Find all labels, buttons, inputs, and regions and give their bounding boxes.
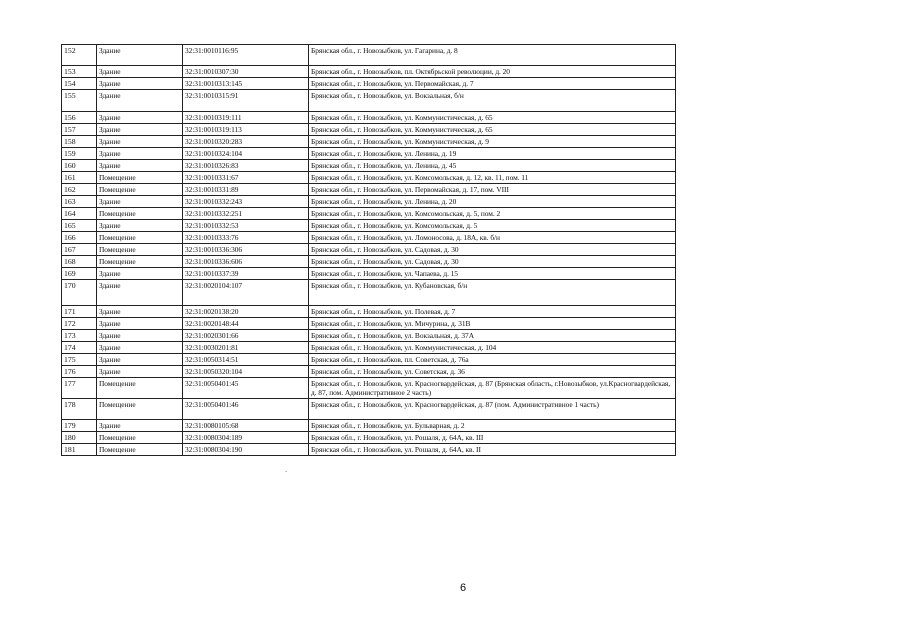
table-row: [62, 256, 676, 268]
table-row: [62, 208, 676, 220]
cadastral-number-cell: 32:31:0020104:107: [183, 280, 309, 306]
table-row: [62, 399, 676, 420]
address-cell: Брянская обл., г. Новозыбков, ул. Ломоносова, д. 18А, кв. б/н: [309, 232, 676, 244]
address-cell: Брянская обл., г. Новозыбков, ул. Вокзальная, б/н: [309, 90, 676, 112]
object-type-cell: Здание: [97, 124, 183, 136]
object-type-cell: Здание: [97, 136, 183, 148]
row-number-cell: 176: [62, 366, 97, 378]
row-number-cell: 169: [62, 268, 97, 280]
cadastral-number-cell: 32:31:0010331:67: [183, 172, 309, 184]
address-cell: Брянская обл., г. Новозыбков, ул. Коммунистическая, д. 65: [309, 112, 676, 124]
table-row: [62, 184, 676, 196]
cadastral-number-cell: 32:31:0010337:39: [183, 268, 309, 280]
address-cell: Брянская обл., г. Новозыбков, ул. Советская, д. 36: [309, 366, 676, 378]
row-number-cell: 157: [62, 124, 97, 136]
address-cell: Брянская обл., г. Новозыбков, ул. Комсомольская, д. 12, кв. 11, пом. 11: [309, 172, 676, 184]
cadastral-number-cell: 32:31:0010313:145: [183, 78, 309, 90]
table-row: [62, 378, 676, 399]
table-row: [62, 306, 676, 318]
table-row: [62, 66, 676, 78]
object-type-cell: Помещение: [97, 184, 183, 196]
scan-artifact-mark: `: [285, 470, 288, 478]
document-table-container: [61, 44, 675, 456]
object-type-cell: Здание: [97, 45, 183, 66]
address-cell: Брянская обл., г. Новозыбков, ул. Мичурина, д. 31В: [309, 318, 676, 330]
page-number: 6: [459, 582, 467, 594]
object-type-cell: Помещение: [97, 172, 183, 184]
address-cell: Брянская обл., г. Новозыбков, ул. Комсомольская, д. 5, пом. 2: [309, 208, 676, 220]
table-row: [62, 318, 676, 330]
cadastral-number-cell: 32:31:0050320:104: [183, 366, 309, 378]
cadastral-number-cell: 32:31:0010307:30: [183, 66, 309, 78]
cadastral-number-cell: 32:31:0010319:111: [183, 112, 309, 124]
table-row: [62, 268, 676, 280]
address-cell: Брянская обл., г. Новозыбков, ул. Садовая, д. 30: [309, 256, 676, 268]
row-number-cell: 172: [62, 318, 97, 330]
address-cell: Брянская обл., г. Новозыбков, ул. Бульварная, д. 2: [309, 420, 676, 432]
cadastral-number-cell: 32:31:0030201:81: [183, 342, 309, 354]
object-type-cell: Здание: [97, 66, 183, 78]
address-cell: Брянская обл., г. Новозыбков, ул. Коммунистическая, д. 9: [309, 136, 676, 148]
row-number-cell: 164: [62, 208, 97, 220]
object-type-cell: Помещение: [97, 378, 183, 399]
object-type-cell: Здание: [97, 78, 183, 90]
address-cell: Брянская обл., г. Новозыбков, ул. Вокзальная, д. 37А: [309, 330, 676, 342]
cadastral-number-cell: 32:31:0010336:306: [183, 244, 309, 256]
row-number-cell: 168: [62, 256, 97, 268]
row-number-cell: 178: [62, 399, 97, 420]
row-number-cell: 165: [62, 220, 97, 232]
cadastral-number-cell: 32:31:0050314:51: [183, 354, 309, 366]
address-cell: Брянская обл., г. Новозыбков, ул. Ленина, д. 45: [309, 160, 676, 172]
row-number-cell: 155: [62, 90, 97, 112]
cadastral-number-cell: 32:31:0080304:190: [183, 444, 309, 456]
address-cell: Брянская обл., г. Новозыбков, ул. Ленина, д. 19: [309, 148, 676, 160]
address-cell: Брянская обл., г. Новозыбков, ул. Кубановская, б/н: [309, 280, 676, 306]
cadastral-number-cell: 32:31:0010333:76: [183, 232, 309, 244]
table-row: [62, 444, 676, 456]
table-row: [62, 112, 676, 124]
cadastral-number-cell: 32:31:0020138:20: [183, 306, 309, 318]
row-number-cell: 179: [62, 420, 97, 432]
row-number-cell: 161: [62, 172, 97, 184]
cadastral-number-cell: 32:31:0010315:91: [183, 90, 309, 112]
table-row: [62, 342, 676, 354]
cadastral-number-cell: 32:31:0010326:83: [183, 160, 309, 172]
table-row: [62, 148, 676, 160]
cadastral-number-cell: 32:31:0050401:46: [183, 399, 309, 420]
cadastral-number-cell: 32:31:0010332:53: [183, 220, 309, 232]
row-number-cell: 162: [62, 184, 97, 196]
object-type-cell: Помещение: [97, 432, 183, 444]
row-number-cell: 181: [62, 444, 97, 456]
address-cell: Брянская обл., г. Новозыбков, ул. Первомайская, д. 17, пом. VIII: [309, 184, 676, 196]
table-row: [62, 244, 676, 256]
address-cell: Брянская обл., г. Новозыбков, ул. Коммунистическая, д. 104: [309, 342, 676, 354]
address-cell: Брянская обл., г. Новозыбков, пл. Октябрьской революции, д. 20: [309, 66, 676, 78]
address-cell: Брянская обл., г. Новозыбков, ул. Коммунистическая, д. 65: [309, 124, 676, 136]
object-type-cell: Здание: [97, 160, 183, 172]
object-type-cell: Помещение: [97, 444, 183, 456]
table-row: [62, 78, 676, 90]
table-row: [62, 232, 676, 244]
table-row: [62, 136, 676, 148]
row-number-cell: 180: [62, 432, 97, 444]
table-row: [62, 90, 676, 112]
object-type-cell: Здание: [97, 366, 183, 378]
address-cell: Брянская обл., г. Новозыбков, ул. Рошаля, д. 64А, кв. III: [309, 432, 676, 444]
row-number-cell: 154: [62, 78, 97, 90]
row-number-cell: 167: [62, 244, 97, 256]
address-cell: Брянская обл., г. Новозыбков, ул. Ленина, д. 20: [309, 196, 676, 208]
row-number-cell: 156: [62, 112, 97, 124]
table-row: [62, 45, 676, 66]
address-cell: Брянская обл., г. Новозыбков, ул. Садовая, д. 30: [309, 244, 676, 256]
object-type-cell: Здание: [97, 90, 183, 112]
row-number-cell: 158: [62, 136, 97, 148]
row-number-cell: 159: [62, 148, 97, 160]
table-row: [62, 432, 676, 444]
cadastral-number-cell: 32:31:0010319:113: [183, 124, 309, 136]
object-type-cell: Здание: [97, 330, 183, 342]
table-row: [62, 420, 676, 432]
object-type-cell: Здание: [97, 148, 183, 160]
property-table-body: [62, 45, 676, 456]
property-table: [61, 44, 676, 456]
cadastral-number-cell: 32:31:0010116:95: [183, 45, 309, 66]
table-row: [62, 366, 676, 378]
row-number-cell: 170: [62, 280, 97, 306]
object-type-cell: Здание: [97, 268, 183, 280]
object-type-cell: Здание: [97, 354, 183, 366]
object-type-cell: Здание: [97, 420, 183, 432]
address-cell: Брянская обл., г. Новозыбков, ул. Красногвардейская, д. 87 (пом. Административное 1 часть): [309, 399, 676, 420]
object-type-cell: Помещение: [97, 399, 183, 420]
cadastral-number-cell: 32:31:0080105:68: [183, 420, 309, 432]
table-row: [62, 172, 676, 184]
row-number-cell: 160: [62, 160, 97, 172]
address-cell: Брянская обл., г. Новозыбков, ул. Чапаева, д. 15: [309, 268, 676, 280]
row-number-cell: 171: [62, 306, 97, 318]
table-row: [62, 160, 676, 172]
table-row: [62, 280, 676, 306]
address-cell: Брянская обл., г. Новозыбков, пл. Советская, д. 76а: [309, 354, 676, 366]
cadastral-number-cell: 32:31:0010320:283: [183, 136, 309, 148]
object-type-cell: Помещение: [97, 256, 183, 268]
object-type-cell: Помещение: [97, 208, 183, 220]
cadastral-number-cell: 32:31:0020148:44: [183, 318, 309, 330]
cadastral-number-cell: 32:31:0010332:243: [183, 196, 309, 208]
address-cell: Брянская обл., г. Новозыбков, ул. Первомайская, д. 7: [309, 78, 676, 90]
object-type-cell: Здание: [97, 318, 183, 330]
object-type-cell: Здание: [97, 220, 183, 232]
cadastral-number-cell: 32:31:0020301:66: [183, 330, 309, 342]
row-number-cell: 173: [62, 330, 97, 342]
object-type-cell: Здание: [97, 306, 183, 318]
cadastral-number-cell: 32:31:0010331:89: [183, 184, 309, 196]
row-number-cell: 166: [62, 232, 97, 244]
address-cell: Брянская обл., г. Новозыбков, ул. Полевая, д. 7: [309, 306, 676, 318]
address-cell: Брянская обл., г. Новозыбков, ул. Гагарина, д. 8: [309, 45, 676, 66]
object-type-cell: Помещение: [97, 244, 183, 256]
cadastral-number-cell: 32:31:0080304:189: [183, 432, 309, 444]
row-number-cell: 174: [62, 342, 97, 354]
row-number-cell: 152: [62, 45, 97, 66]
row-number-cell: 153: [62, 66, 97, 78]
address-cell: Брянская обл., г. Новозыбков, ул. Рошаля, д. 64А, кв. II: [309, 444, 676, 456]
cadastral-number-cell: 32:31:0010324:104: [183, 148, 309, 160]
address-cell: Брянская обл., г. Новозыбков, ул. Комсомольская, д. 5: [309, 220, 676, 232]
table-row: [62, 196, 676, 208]
cadastral-number-cell: 32:31:0010336:606: [183, 256, 309, 268]
object-type-cell: Здание: [97, 196, 183, 208]
address-cell: Брянская обл., г. Новозыбков, ул. Красногвардейская, д. 87 (Брянская область, г.Новозыбков, ул.Красногвардейская, д. 87, пом. Административное 2 часть): [309, 378, 676, 399]
table-row: [62, 354, 676, 366]
cadastral-number-cell: 32:31:0010332:251: [183, 208, 309, 220]
row-number-cell: 177: [62, 378, 97, 399]
object-type-cell: Помещение: [97, 232, 183, 244]
table-row: [62, 220, 676, 232]
row-number-cell: 175: [62, 354, 97, 366]
table-row: [62, 330, 676, 342]
object-type-cell: Здание: [97, 112, 183, 124]
row-number-cell: 163: [62, 196, 97, 208]
table-row: [62, 124, 676, 136]
object-type-cell: Здание: [97, 342, 183, 354]
cadastral-number-cell: 32:31:0050401:45: [183, 378, 309, 399]
object-type-cell: Здание: [97, 280, 183, 306]
